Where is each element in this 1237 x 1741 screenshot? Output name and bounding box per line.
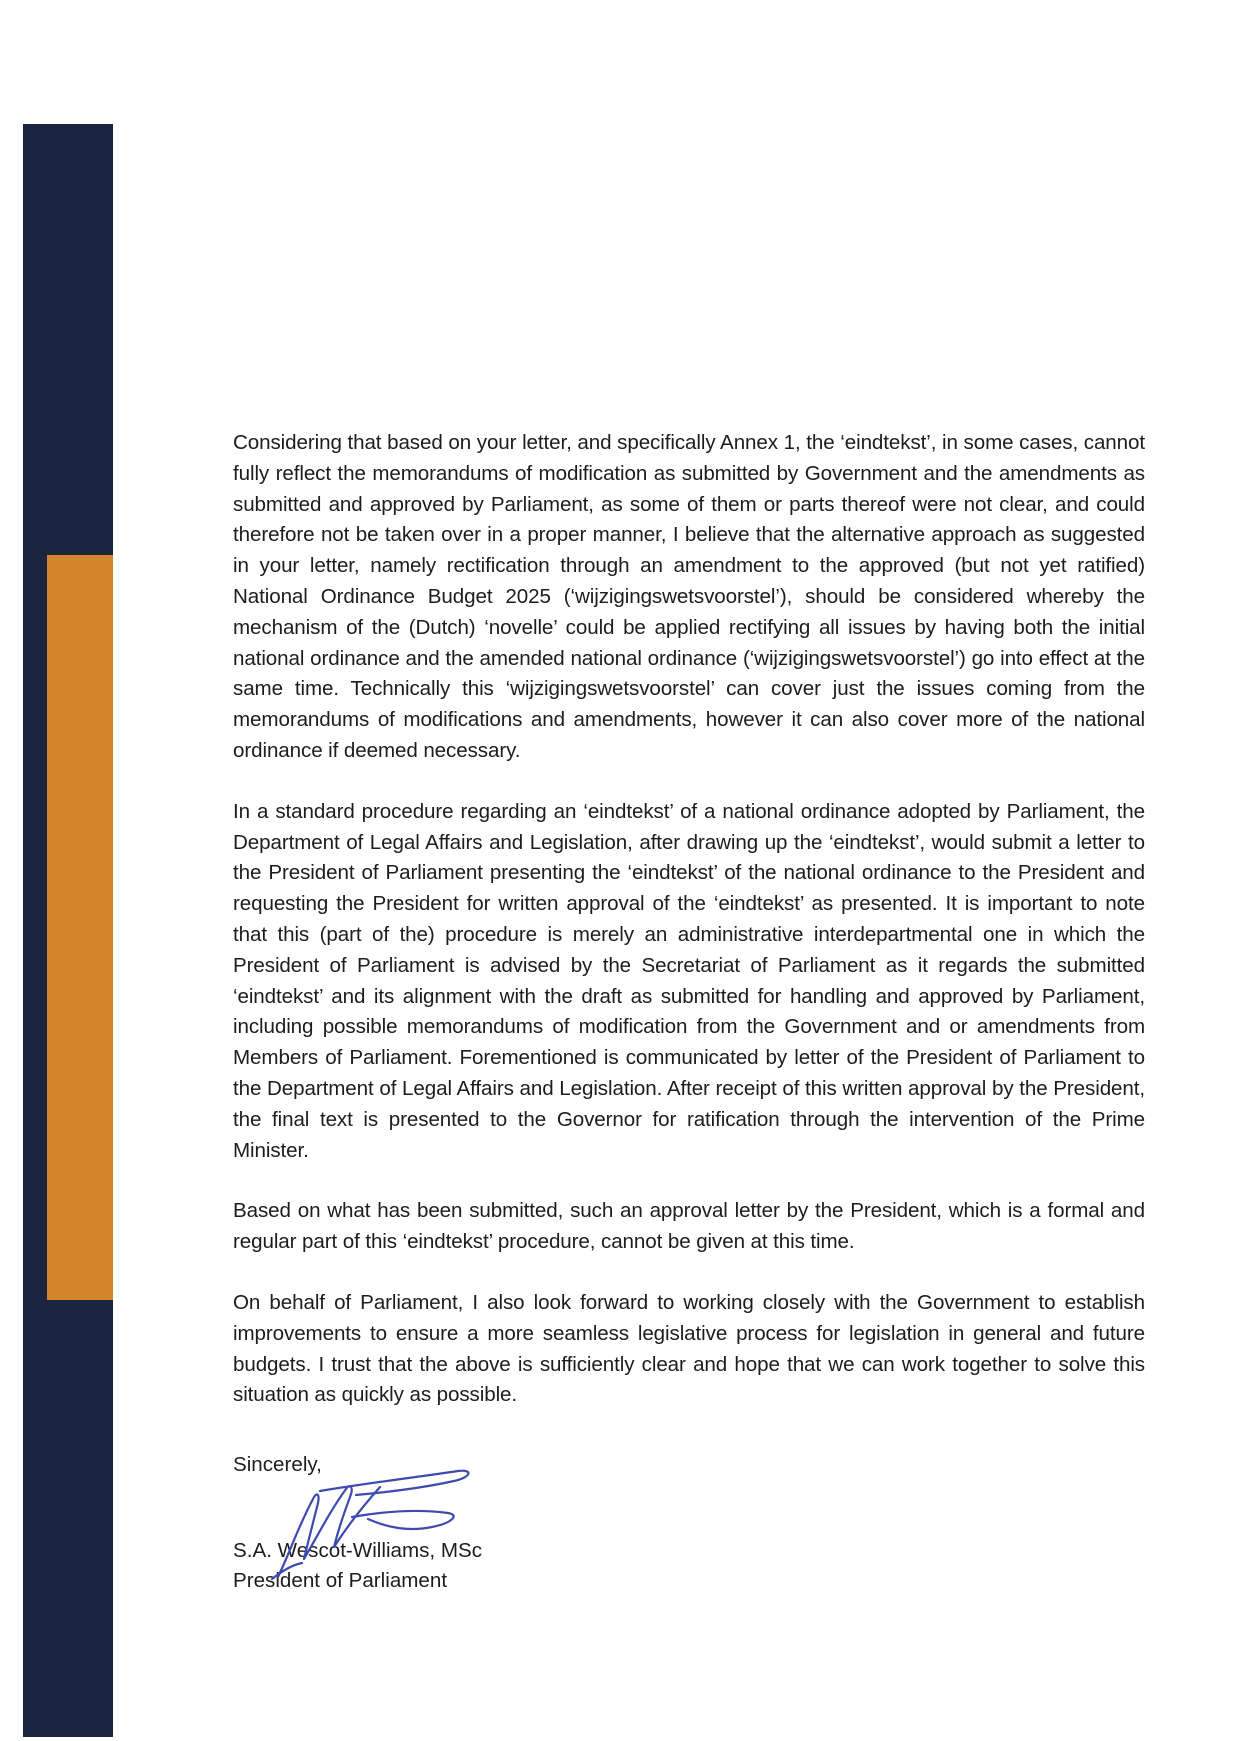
signature-stroke-sweep xyxy=(352,1511,454,1529)
signature-stroke-flourish xyxy=(320,1471,468,1495)
salutation: Sincerely, xyxy=(233,1453,322,1476)
signatory-title: President of Parliament xyxy=(233,1569,448,1592)
signatory-name: S.A. Wescot-Williams, MSc xyxy=(233,1539,483,1562)
handwritten-signature xyxy=(268,1447,483,1587)
paragraph-eindtekst-rectification: Considering that based on your letter, and specifically Annex 1, the ‘eindtekst’, in some cases, cannot fully reflect the memorandums of modification as submitted by Government and the amendments as submitted and approved by Parliament, as some of them or parts thereof were not clear, and could therefore not be taken over in a proper manner, I believe that the alternative approach as suggested in your letter, namely rectification through an amendment to the approved (but not yet ratified) National Ordinance Budget 2025 (‘wijzigingswetsvoorstel’), should be considered whereby the mechanism of the (Dutch) ‘novelle’ could be applied rectifying all issues by having both the initial national ordinance and the amended national ordinance (‘wijzigingswetsvoorstel’) go into effect at the same time. Technically this ‘wijzigingswetsvoorstel’ can cover just the issues coming from the memorandums of modifications and amendments, however it can also cover more of the national ordinance if deemed necessary. xyxy=(233,431,1145,762)
signature-stroke-tail xyxy=(272,1563,302,1579)
decorative-orange-accent-bar xyxy=(47,555,113,1300)
letter-body xyxy=(233,428,1145,1441)
paragraph-closing-remarks: On behalf of Parliament, I also look forward to working closely with the Government to establish improvements to ensure a more seamless legislative process for legislation in general and future budgets. I trust that the above is sufficiently clear and hope that we can work together to solve this situation as quickly as possible. xyxy=(233,1290,1145,1407)
paragraph-standard-procedure: In a standard procedure regarding an ‘eindtekst’ of a national ordinance adopted by Parliament, the Department of Legal Affairs and Legislation, after drawing up the ‘eindtekst’, would submit a letter to the President of Parliament presenting the ‘eindtekst’ of the national ordinance to the President and requesting the President for written approval of the ‘eindtekst’ as presented. It is important to note that this (part of the) procedure is merely an administrative interdepartmental one in which the President of Parliament is advised by the Secretariat of Parliament as it regards the submitted ‘eindtekst’ and its alignment with the draft as submitted for handling and approved by Parliament, including possible memorandums of modification from the Government and or amendments from Members of Parliament. Forementioned is communicated by letter of the President of Parliament to the Department of Legal Affairs and Legislation. After receipt of this written approval by the President, the final text is presented to the Governor for ratification through the intervention of the Prime Minister. xyxy=(233,799,1145,1162)
signature-stroke-main xyxy=(278,1486,380,1577)
paragraph-approval-not-given: Based on what has been submitted, such an approval letter by the President, which is a formal and regular part of this ‘eindtekst’ procedure, cannot be given at this time. xyxy=(233,1199,1145,1254)
